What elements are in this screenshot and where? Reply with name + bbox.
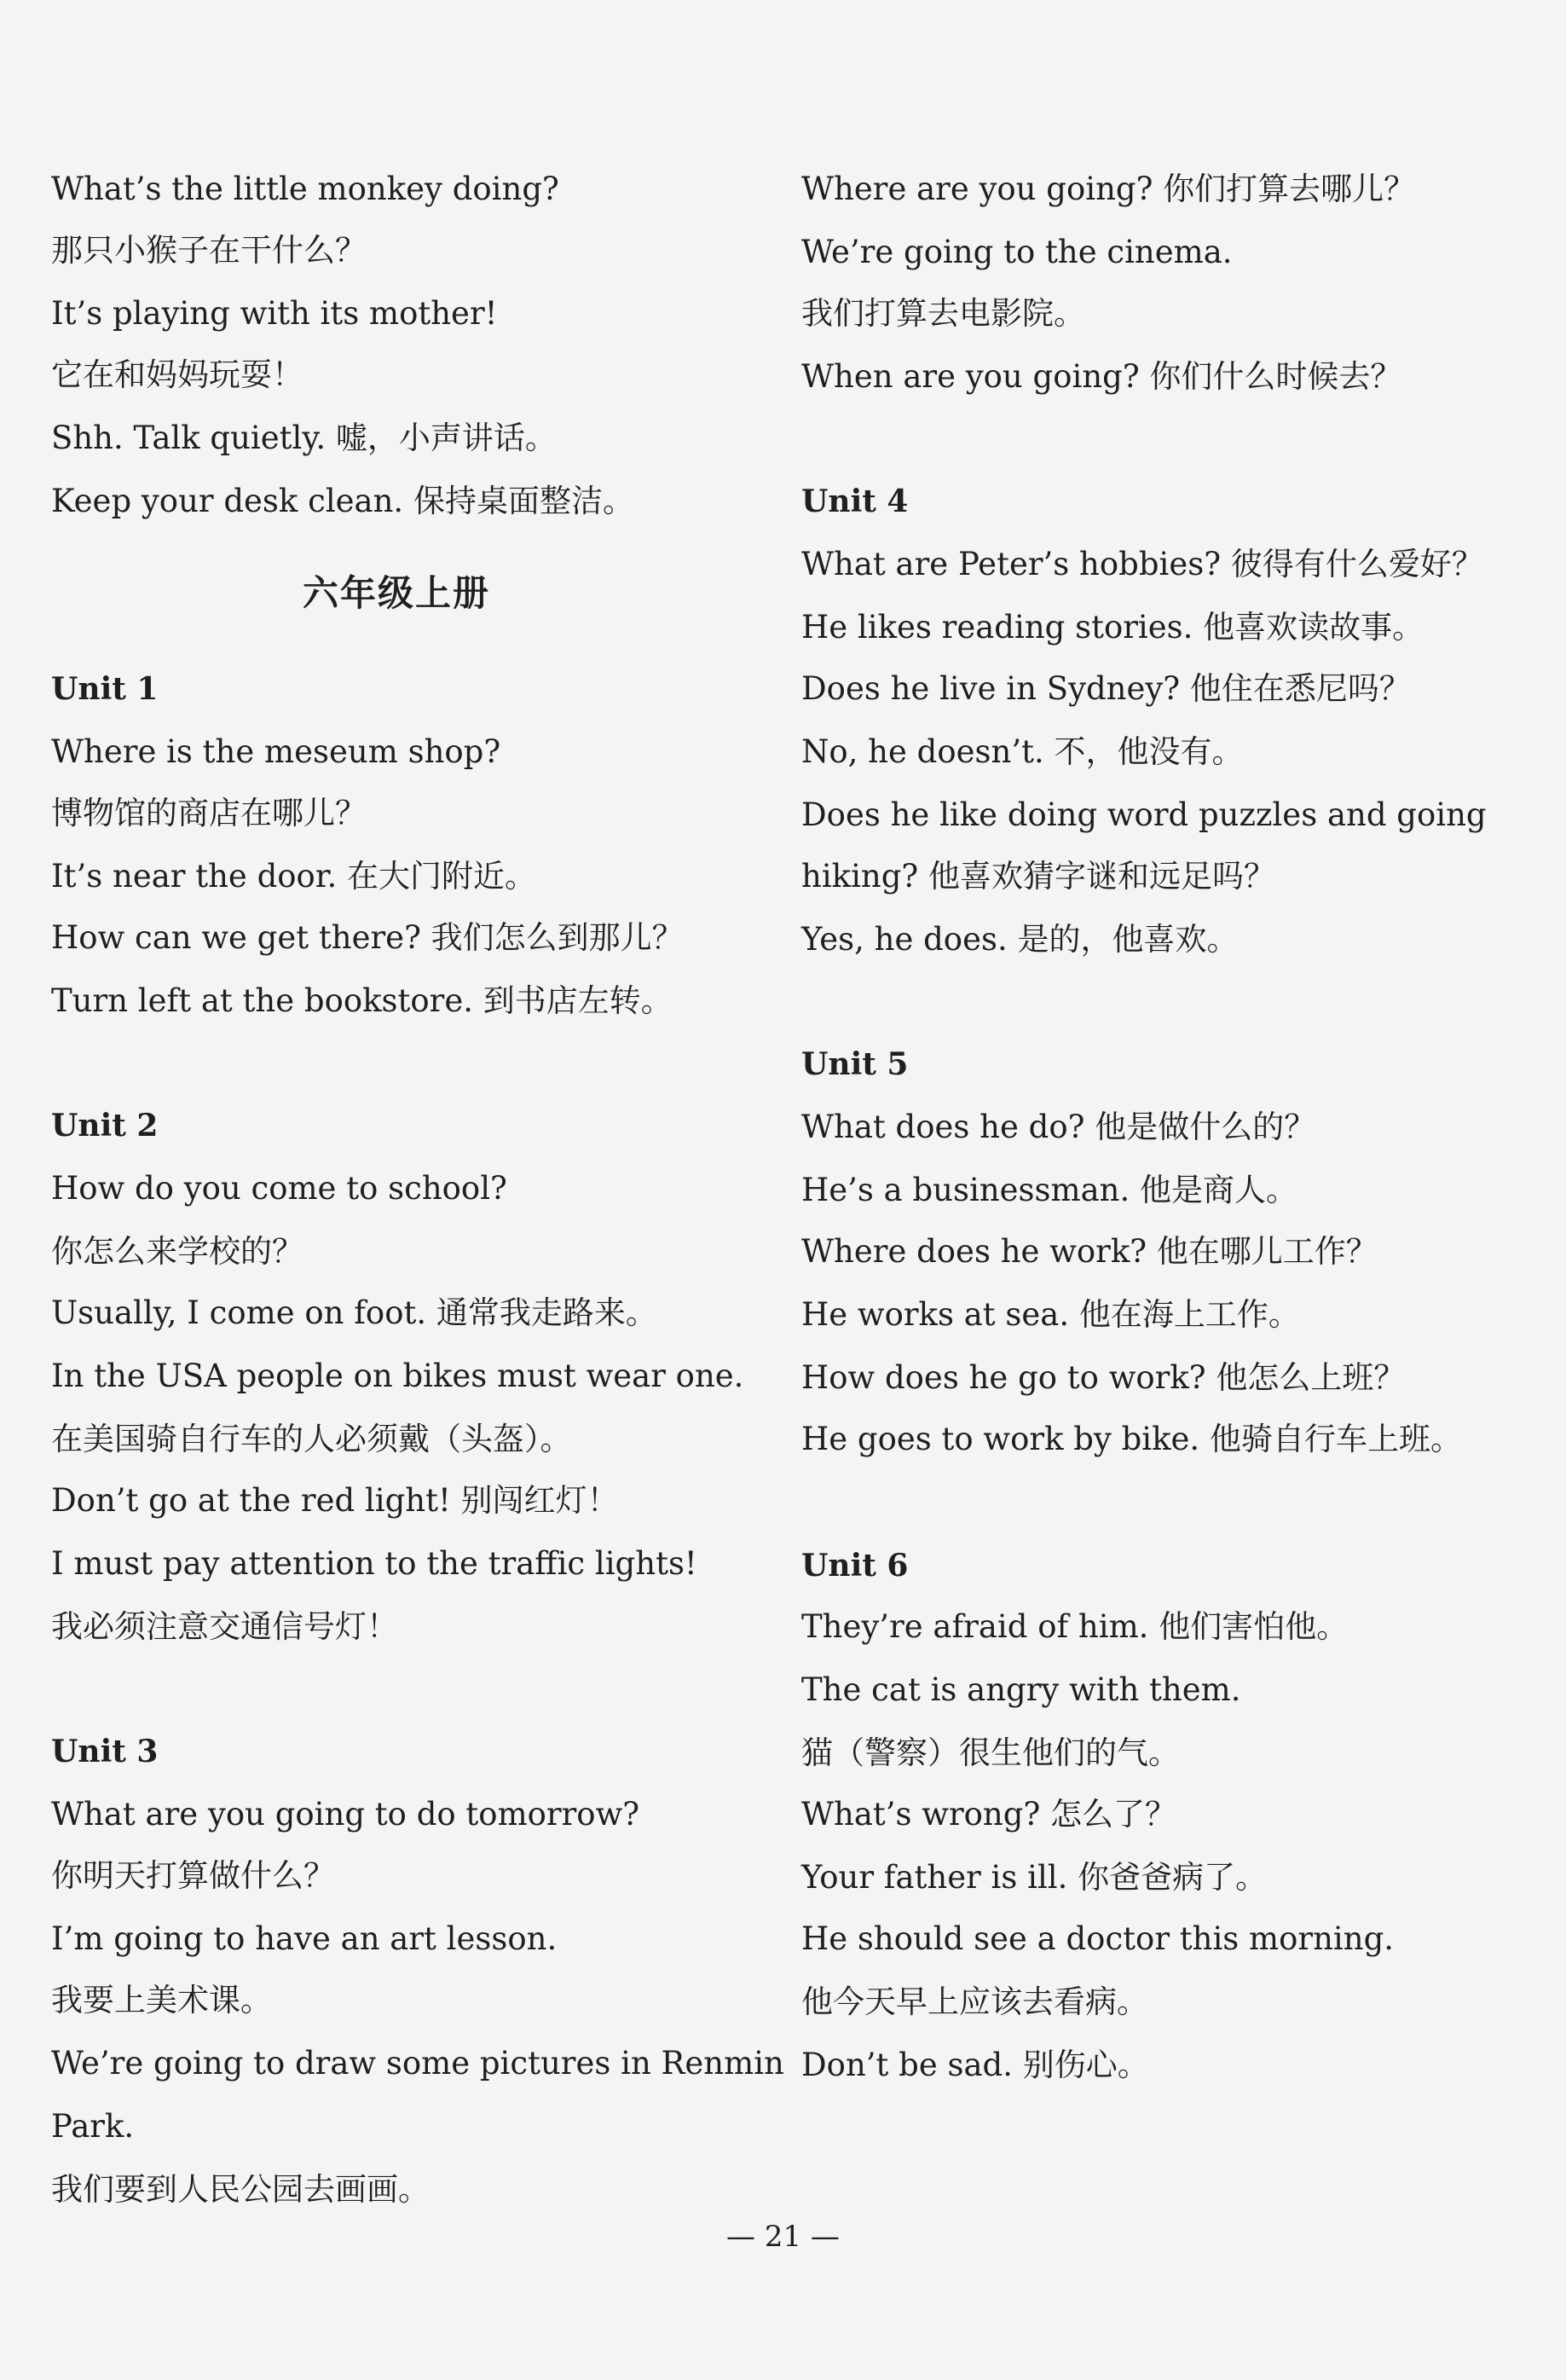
text-line: Keep your desk clean. 保持桌面整洁。 [51,483,634,519]
text-line: What’s wrong? 怎么了？ [801,1796,1177,1833]
text-line: Turn left at the bookstore. 到书店左转。 [51,982,673,1019]
unit-heading: Unit 1 [51,671,159,707]
text-line: 博物馆的商店在哪儿？ [51,795,367,831]
text-line: Yes, he does. 是的，他喜欢。 [801,921,1239,958]
text-line: Don’t be sad. 别伤心。 [801,2047,1149,2083]
text-line: 我要上美术课。 [51,1982,272,2018]
text-line: 我们要到人民公园去画画。 [51,2171,430,2208]
text-line: He goes to work by bike. 他骑自行车上班。 [801,1421,1462,1457]
text-line: 我必须注意交通信号灯！ [51,1608,398,1645]
text-line: In the USA people on bikes must wear one. [51,1358,744,1394]
unit-heading: Unit 6 [801,1548,909,1584]
text-line: 它在和妈妈玩耍！ [51,356,303,393]
text-line: When are you going? 你们什么时候去？ [801,358,1402,395]
page-number: — 21 — [726,2220,840,2254]
text-line: How do you come to school? [51,1170,507,1207]
text-line: 在美国骑自行车的人必须戴（头盔）。 [51,1421,572,1457]
text-line: I’m going to have an art lesson. [51,1920,558,1957]
text-line: Shh. Talk quietly. 嘘，小声讲话。 [51,420,557,456]
unit-heading: Unit 5 [801,1046,909,1082]
text-line: 你明天打算做什么？ [51,1857,335,1894]
text-line: He works at sea. 他在海上工作。 [801,1296,1300,1333]
text-line: What does he do? 他是做什么的？ [801,1109,1316,1145]
unit-heading: Unit 3 [51,1734,159,1769]
text-line: I must pay attention to the traffic lights! [51,1545,697,1582]
text-line: It’s playing with its mother! [51,295,498,332]
text-line: What’s the little monkey doing? [51,171,559,207]
text-line: They’re afraid of him. 他们害怕他。 [801,1608,1349,1645]
text-line: Your father is ill. 你爸爸病了。 [801,1859,1268,1896]
text-line: Where is the meseum shop? [51,733,501,770]
text-line: He likes reading stories. 他喜欢读故事。 [801,609,1424,646]
text-line: How does he go to work? 他怎么上班？ [801,1359,1406,1396]
text-line: Does he like doing word puzzles and going [801,796,1487,833]
text-line: Where are you going? 你们打算去哪儿？ [801,171,1416,207]
text-line: He should see a doctor this morning. [801,1920,1395,1957]
text-line: He’s a businessman. 他是商人。 [801,1172,1298,1208]
text-line: It’s near the door. 在大门附近。 [51,858,536,895]
text-line: 你怎么来学校的？ [51,1233,303,1270]
text-line: The cat is angry with them. [801,1671,1241,1708]
unit-heading: Unit 4 [801,484,909,519]
text-line: hiking? 他喜欢猜字谜和远足吗？ [801,858,1276,895]
text-line: 猫（警察）很生他们的气。 [801,1734,1180,1771]
text-line: How can we get there? 我们怎么到那儿？ [51,919,684,956]
text-line: 他今天早上应该去看病。 [801,1983,1148,2020]
unit-heading: Unit 2 [51,1108,159,1144]
text-line: Park. [51,2108,135,2145]
section-title: 六年级上册 [302,572,490,614]
text-line: We’re going to the cinema. [801,234,1233,270]
text-line: Usually, I come on foot. 通常我走路来。 [51,1294,657,1331]
text-line: No, he doesn’t. 不，他没有。 [801,733,1244,770]
text-line: 我们打算去电影院。 [801,295,1085,332]
text-line: What are Peter’s hobbies? 彼得有什么爱好？ [801,546,1483,582]
text-line: Does he live in Sydney? 他住在悉尼吗？ [801,670,1411,707]
text-line: What are you going to do tomorrow? [51,1796,640,1833]
text-line: Don’t go at the red light! 别闯红灯！ [51,1482,619,1519]
text-line: We’re going to draw some pictures in Renmin [51,2045,784,2082]
text-line: 那只小猴子在干什么？ [51,232,367,269]
text-line: Where does he work? 他在哪儿工作？ [801,1233,1378,1270]
